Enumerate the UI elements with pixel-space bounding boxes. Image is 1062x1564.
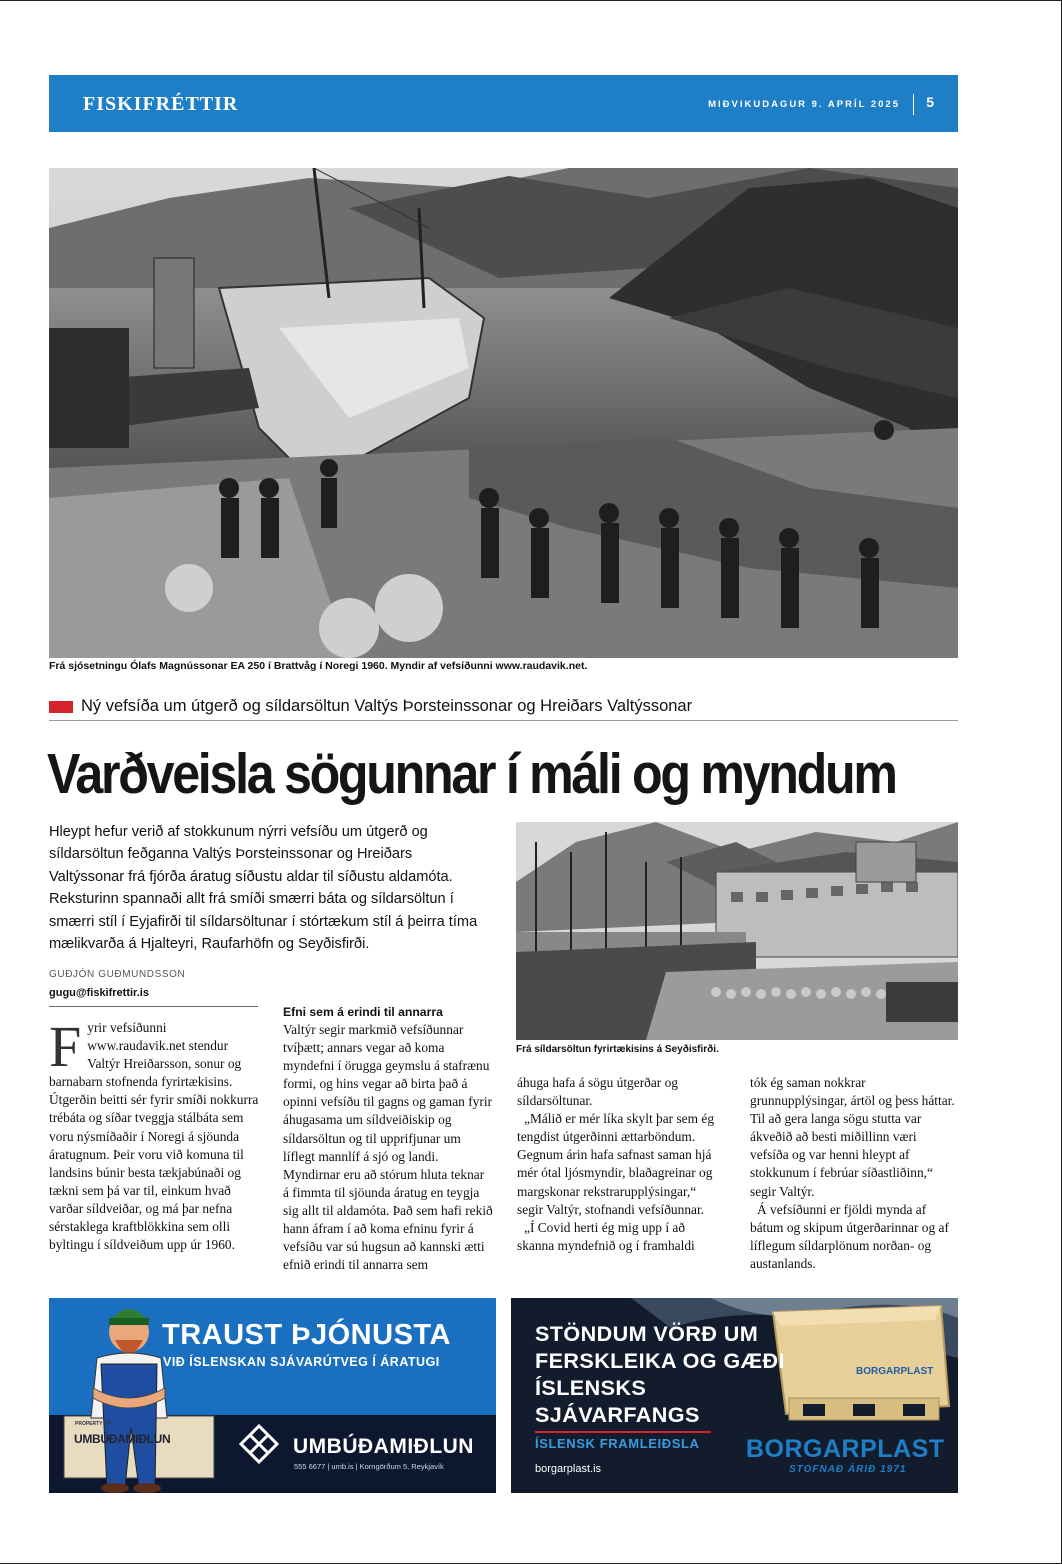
col4-paragraph-2: Á vefsíðunni er fjöldi mynda af bátum og skipum útgerðarinnar og af líflegum síldarplönum norðan- og austanlands.	[750, 1201, 949, 1271]
ad-umbudamidlun[interactable]	[49, 1298, 496, 1493]
crate-small-text: PROPERTY OF	[75, 1421, 111, 1427]
ship-launch-photo	[49, 168, 958, 658]
subheading: Efni sem á erindi til annarra	[283, 1005, 443, 1019]
col3-paragraph-3: „Í Covid herti ég mig upp í að skanna myndefnið og í framhaldi	[517, 1219, 695, 1253]
ad-right-title: STÖNDUM VÖRÐ UM FERSKLEIKA OG GÆÐI ÍSLENSKS SJÁVARFANGS	[535, 1321, 785, 1427]
kicker: Ný vefsíða um útgerð og síldarsöltun Valtýs Þorsteinssonar og Hreiðars Valtýssonar	[81, 697, 693, 715]
ad-left-contact: 555 6677 | umb.is | Korngörðum 5, Reykjavík	[294, 1462, 444, 1471]
main-photo	[49, 168, 958, 658]
ad-right-brand: BORGARPLAST	[746, 1435, 945, 1463]
page-header	[49, 75, 958, 132]
crate-brand-text: UMBÚÐAMIÐLUN	[74, 1432, 171, 1446]
headline: Varðveisla sögunnar í máli og myndum	[47, 742, 896, 806]
ad-borgarplast[interactable]	[511, 1298, 958, 1493]
ad-right-underline	[535, 1431, 711, 1433]
publication-name: FISKIFRÉTTIR	[83, 93, 239, 115]
herring-salting-photo	[516, 822, 958, 1040]
col3-paragraph-2: „Málið er mér líka skylt þar sem ég tengdist útgerðinni ættarböndum. Gegnum árin hafa safnast saman hjá mér ótal ljósmyndir, blaðagreinar og margskonar rekstrarupplýsingar,“ segir Valtýr, stofnandi vefsíðunnar.	[517, 1111, 715, 1217]
second-photo-caption: Frá síldarsöltun fyrirtækisins á Seyðisfirði.	[516, 1044, 719, 1055]
kicker-marker	[49, 701, 73, 713]
ad-right-subtitle: ÍSLENSK FRAMLEIÐSLA	[535, 1436, 700, 1451]
second-photo	[516, 822, 958, 1040]
col1-text: yrir vefsíðunni www.raudavik.net stendur Valtýr Hreiðarsson, sonur og barnabarn stofnenda fyrirtækisins. Útgerðin beitti sér fyrir smíði nokkurra trébáta og síðar tveggja stálbáta sem voru nýsmíðaðir í Noregi á sjöunda áratugnum. Þeir voru við komuna til landsins búnir besta tækjabúnaði og tækni sem þá var til, einkum hvað varðar síldveiðar, og má þar nefna sérstaklega kraftblökkina sem olli byltingu í síldveiðum upp úr 1960.	[49, 1020, 259, 1253]
kicker-rule	[49, 720, 958, 721]
ad-right-established: STOFNAÐ ÁRIÐ 1971	[789, 1464, 907, 1475]
byline-rule	[49, 1006, 258, 1007]
ad-right-url[interactable]: borgarplast.is	[535, 1463, 602, 1475]
col3-paragraph-1: áhuga hafa á sögu útgerðar og síldarsöltunar.	[517, 1075, 678, 1109]
author-email[interactable]: gugu@fiskifrettir.is	[49, 987, 149, 999]
page-number: 5	[926, 94, 934, 110]
main-photo-caption: Frá sjósetningu Ólafs Magnússonar EA 250 í Brattvåg í Noregi 1960. Myndir af vefsíðunni www.raudavik.net.	[49, 660, 588, 672]
body-column-2	[283, 1003, 493, 1274]
tub-brand-label: BORGARPLAST	[856, 1366, 934, 1377]
col4-paragraph-1: tók ég saman nokkrar grunnupplýsingar, ártöl og þess háttar. Til að gera langa sögu stutta var ákveðið að besti miðillinn væri vefsíða og var henni hleypt af stokkunum í febrúar síðastliðinn,“ segir Valtýr.	[750, 1075, 955, 1199]
col2-text: Valtýr segir markmið vefsíðunnar tvíþætt; annars vegar að koma myndefni í öruggа geymslu á stafrænu formi, og hins vegar að birta það á opinni vefsíðu til gagns og gaman fyrir áhugasama um síldveiðiskip og síldarsöltun og til upprifjunar um líflegt mannlíf á sjó og landi. Myndirnar eru að stórum hluta teknar á fimmta til sjöunda áratug en teygja sig allt til aldamóta. Það sem hafi rekið hann áfram í að koma efninu fyrir á vefsíðu var sú hugsun að kannski ætti efnið erindi til annarra sem	[283, 1022, 493, 1273]
body-column-3	[517, 1074, 725, 1255]
drop-cap: F	[49, 1014, 82, 1079]
ad-left-brand: UMBÚÐAMIÐLUN	[293, 1435, 474, 1458]
ad-left-subtitle: VIÐ ÍSLENSKAN SJÁVARÚTVEG Í ÁRATUGI	[163, 1355, 440, 1369]
author-name: GUÐJÓN GUÐMUNDSSON	[49, 969, 186, 980]
body-column-4	[750, 1074, 958, 1273]
lead-paragraph: Hleypt hefur verið af stokkunum nýrri vefsíðu um útgerð og síldarsöltun feðganna Valtýs Þorsteinssonar og Hreiðars Valtýssonar frá fjórða áratug síðustu aldar til síðustu aldamóta. Reksturinn spannaði allt frá smíði smærri báta og síldarsöltun í smærri stíl í Eyjafirði til síldarsöltunar í stórtækum stíl á þeirra tíma mælikvarða á Hjalteyri, Raufarhöfn og Seyðisfirði.	[49, 824, 478, 953]
header-divider	[913, 94, 914, 115]
body-column-1	[49, 1014, 259, 1254]
issue-date: MIÐVIKUDAGUR 9. APRÍL 2025	[708, 99, 900, 110]
ad-left-title: TRAUST ÞJÓNUSTA	[162, 1319, 451, 1351]
